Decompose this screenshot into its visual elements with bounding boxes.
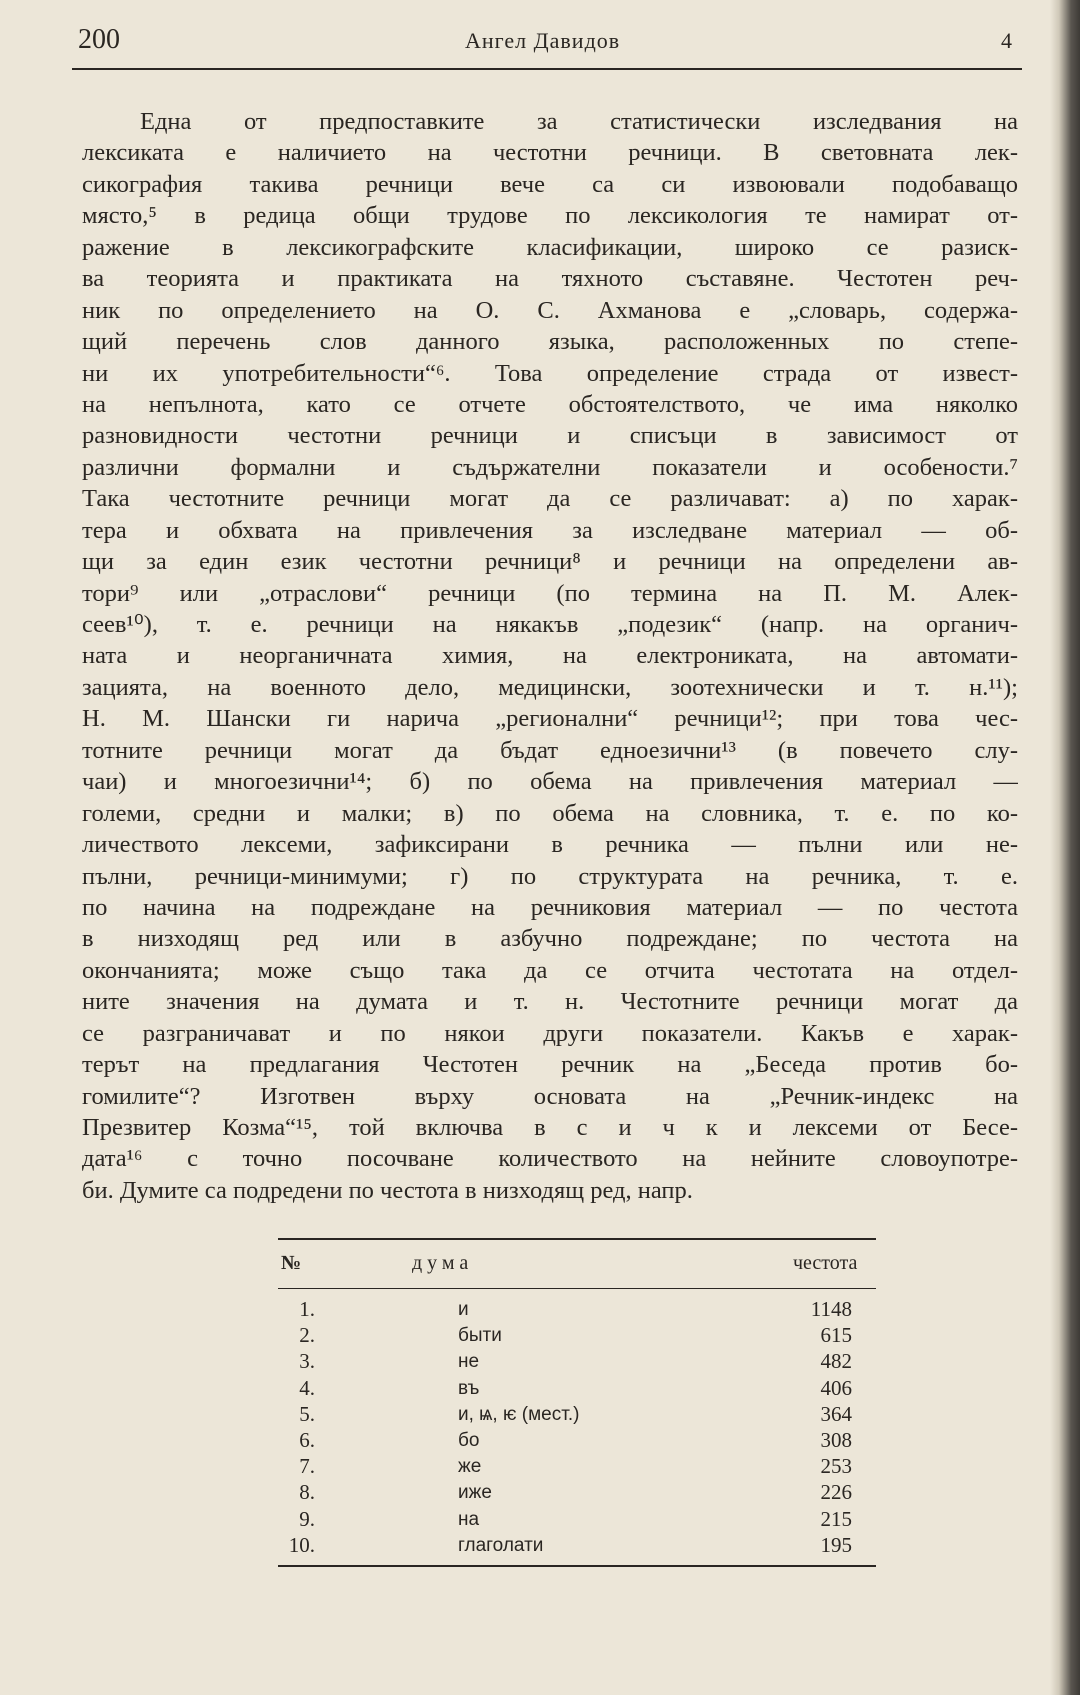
text-line: тотните речници могат да бъдат едноезични¹³ (в повечето слу- — [82, 736, 1018, 764]
text-line: дата¹⁶ с точно посочване количеството на нейните словоупотре- — [82, 1145, 1018, 1173]
header-frequency: честота — [793, 1251, 858, 1274]
row-frequency: 308 — [820, 1427, 852, 1452]
text-line: различни формални и съдържателни показатели и особености.⁷ — [82, 453, 1018, 481]
row-number: 5. — [299, 1401, 315, 1426]
text-line: Н. М. Шански ги нарича „регионални“ речници¹²; при това чес- — [82, 705, 1018, 733]
row-frequency: 1148 — [810, 1297, 852, 1321]
text-line: терът на предлагания Честотен речник на „Беседа против бо- — [82, 1051, 1018, 1079]
row-number: 4. — [299, 1375, 315, 1400]
table-row — [278, 1480, 876, 1506]
table-row — [278, 1349, 876, 1375]
text-line: гомилите“? Изготвен върху основата на „Речник-индекс на — [82, 1082, 1018, 1110]
row-number: 8. — [299, 1480, 315, 1505]
text-line: щи за един език честотни речници⁸ и речници на определени ав- — [82, 548, 1018, 576]
table-row — [278, 1402, 876, 1428]
row-number: 10. — [288, 1532, 315, 1557]
text-line: пълни, речници-минимуми; г) по структурата на речника, т. е. — [82, 862, 1018, 890]
table-row — [278, 1297, 876, 1323]
row-word: на — [458, 1508, 480, 1530]
table-body — [278, 1289, 876, 1565]
row-word: и — [458, 1299, 469, 1320]
text-line: ник по определението на О. С. Ахманова е „словарь, содержа- — [82, 296, 1018, 324]
row-frequency: 226 — [820, 1480, 852, 1505]
text-line: ва теорията и практиката на тяхното съставяне. Честотен реч- — [82, 265, 1018, 293]
table-bottom-rule — [278, 1565, 876, 1567]
page-edge-shadow — [1050, 0, 1080, 1695]
row-word: бо — [458, 1429, 480, 1451]
row-word: глаголати — [458, 1534, 544, 1556]
row-number: 2. — [299, 1323, 315, 1348]
text-line: ни их употребительности“⁶. Това определение страда от извест- — [82, 359, 1018, 387]
text-line: окончанията; може също така да се отчита честотата на отдел- — [82, 956, 1018, 984]
text-line: ражение в лексикографските класификации, широко се разиск- — [82, 233, 1018, 261]
table-header — [278, 1240, 876, 1288]
row-frequency: 615 — [820, 1323, 852, 1348]
text-line: Една от предпоставките за статистически изследвания на — [140, 108, 1018, 135]
running-title: Ангел Давидов — [465, 28, 621, 53]
table-row — [278, 1428, 876, 1454]
table-row — [278, 1454, 876, 1480]
row-frequency: 215 — [820, 1506, 852, 1531]
text-line: зацията, на военното дело, медицински, зоотехнически и т. н.¹¹); — [82, 673, 1018, 701]
text-line: по начина на подреждане на речниковия материал — по честота — [82, 893, 1018, 921]
text-line: щий перечень слов данного языка, расположенных по степе- — [82, 328, 1018, 356]
text-line: разновидности честотни речници и списъци в зависимост от — [82, 422, 1018, 450]
row-number: 1. — [299, 1297, 315, 1321]
text-line: чаи) и многоезични¹⁴; б) по обема на привлечения материал — — [82, 768, 1018, 796]
text-line: място,⁵ в редица общи трудове по лексикология те намират от- — [82, 202, 1018, 230]
text-line: Така честотните речници могат да се различават: а) по харак- — [82, 485, 1018, 513]
frequency-table — [278, 1238, 876, 1567]
row-word: въ — [458, 1377, 480, 1399]
text-line: големи, средни и малки; в) по обема на словника, т. е. по ко- — [82, 799, 1018, 827]
header-number: № — [281, 1251, 302, 1274]
row-frequency: 253 — [820, 1454, 852, 1479]
row-word: и, ѩ, ѥ (мест.) — [458, 1403, 580, 1425]
text-line: тори⁹ или „отраслови“ речници (по термина на П. М. Алек- — [82, 579, 1018, 607]
row-word: иже — [458, 1482, 492, 1504]
row-frequency: 364 — [820, 1401, 852, 1426]
text-line: сикография такива речници вече са си извоювали подобаващо — [82, 170, 1018, 198]
text-line: Презвитер Козма“¹⁵, той включва в с и ч к и лексеми от Бесе- — [82, 1114, 1018, 1141]
text-line: ните значения на думата и т. н. Честотните речници могат да — [82, 988, 1018, 1016]
table-row — [278, 1376, 876, 1402]
row-frequency: 482 — [820, 1349, 852, 1374]
table-row — [278, 1323, 876, 1349]
row-word: же — [458, 1456, 482, 1478]
row-frequency: 195 — [820, 1532, 852, 1557]
table-row — [278, 1507, 876, 1533]
page-header — [78, 22, 1022, 62]
text-line: личеството лексеми, зафиксирани в речника — пълни или не- — [82, 831, 1018, 859]
text-line: би. Думите са подредени по честота в низходящ ред, напр. — [82, 1176, 693, 1204]
text-line: ната и неорганичната химия, на електрониката, на автомати- — [82, 642, 1018, 670]
text-line: лексиката е наличието на честотни речници. В световната лек- — [82, 139, 1018, 167]
section-number: 4 — [1001, 28, 1012, 53]
table-row — [278, 1533, 876, 1559]
row-word: быти — [458, 1325, 502, 1347]
header-word: дума — [412, 1251, 474, 1274]
text-line: на непълнота, като се отчете обстоятелството, че има няколко — [82, 390, 1018, 418]
row-number: 3. — [299, 1349, 315, 1374]
header-rule — [72, 68, 1022, 70]
row-number: 6. — [299, 1427, 315, 1452]
text-line: сеев¹⁰), т. е. речници на някакъв „подезик“ (напр. на органич- — [82, 611, 1018, 638]
row-word: не — [458, 1351, 480, 1373]
text-line: в низходящ ред или в азбучно подреждане; по честота на — [82, 925, 1018, 953]
page-number: 200 — [78, 24, 120, 55]
row-number: 9. — [299, 1506, 315, 1531]
row-frequency: 406 — [820, 1375, 852, 1400]
text-line: тера и обхвата на привлечения за изследване материал — об- — [82, 516, 1018, 544]
body-paragraph — [82, 106, 1018, 1206]
row-number: 7. — [299, 1454, 315, 1479]
text-line: се разграничават и по някои други показатели. Какъв е харак- — [82, 1019, 1018, 1047]
